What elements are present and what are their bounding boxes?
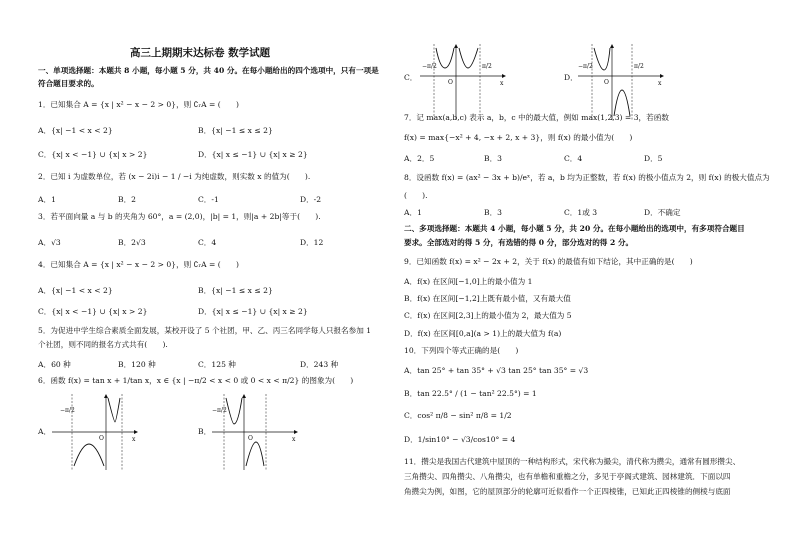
q2-option-c[interactable]: C．-1 xyxy=(198,195,219,204)
q1-option-b[interactable]: B．{x| −1 ≤ x ≤ 2} xyxy=(198,126,273,135)
q6d-neg-label: −π/2 xyxy=(578,63,593,70)
q7-option-b[interactable]: B．3 xyxy=(484,154,503,163)
q6-graph-d[interactable] xyxy=(578,44,664,120)
section2-heading-cont: 要求。全部选对的得 5 分，有选错的得 0 分，部分选对的得 2 分。 xyxy=(404,238,634,247)
q3-option-b[interactable]: B．2√3 xyxy=(118,238,146,247)
q4-option-c[interactable]: C．{x| x < −1} ∪ {x| x > 2} xyxy=(38,307,148,316)
q9-stem: 9．已知函数 f(x) = x² − 2x + 2，关于 f(x) 的最值有如下结论，其中正确的是( ) xyxy=(404,257,693,266)
q8-stem: 8．设函数 f(x) = (ax² − 3x + b)/eˣ，若 a，b 均为正整数，若 f(x) 的极小值点为 2，则 f(x) 的极大值点为 xyxy=(404,173,770,182)
q6-option-a[interactable]: A． xyxy=(38,427,52,436)
q6b-x-label: x xyxy=(292,436,296,443)
q7-stem: 7．记 max(a,b,c) 表示 a，b，c 中的最大值，例如 max(1,2,3) = 3，若函数 xyxy=(404,113,669,122)
q2-option-a[interactable]: A．1 xyxy=(38,195,56,204)
q11-line1: 11．攒尖是我国古代建筑中屋顶的一种结构形式，宋代称为撮尖，清代称为攒尖，通常有圆形攒尖、 xyxy=(404,457,741,466)
q3-option-c[interactable]: C．4 xyxy=(198,238,217,247)
q10-option-d[interactable]: D．1/sin10° − √3/cos10° = 4 xyxy=(404,435,516,444)
q6d-origin-label: O xyxy=(604,79,609,86)
q9-option-c[interactable]: C．f(x) 在区间[2,3]上的最小值为 2，最大值为 5 xyxy=(404,311,572,320)
q6a-x-label: x xyxy=(132,436,136,443)
q6d-pos-label: π/2 xyxy=(634,63,644,70)
q10-stem: 10．下列四个等式正确的是( ) xyxy=(404,346,519,355)
q10-option-b[interactable]: B．tan 22.5° / (1 − tan² 22.5°) = 1 xyxy=(404,389,537,398)
q1-stem: 1．已知集合 A = {x | x² − x − 2 > 0}，则 ∁ᵣA = ( ) xyxy=(38,100,239,109)
q4-option-b[interactable]: B．{x| −1 ≤ x ≤ 2} xyxy=(198,286,273,295)
q8-option-b[interactable]: B．3 xyxy=(484,208,503,217)
q5-option-b[interactable]: B．120 种 xyxy=(118,360,156,369)
q5-stem-cont: 个社团，则不同的报名方式共有( ). xyxy=(38,340,168,349)
q7-option-c[interactable]: C．4 xyxy=(564,154,583,163)
q3-stem: 3．若平面向量 a 与 b 的夹角为 60°，a = (2,0)，|b| = 1，则|a + 2b|等于( ). xyxy=(38,212,321,221)
q6-option-c[interactable]: C． xyxy=(404,73,418,82)
q4-option-a[interactable]: A．{x| −1 < x < 2} xyxy=(38,286,113,295)
q6-graph-a[interactable] xyxy=(52,394,138,470)
q6-option-d[interactable]: D． xyxy=(564,73,578,82)
q1-option-a[interactable]: A．{x| −1 < x < 2} xyxy=(38,126,113,135)
q6a-origin-label: O xyxy=(99,435,104,442)
q6-option-b[interactable]: B． xyxy=(198,427,212,436)
q6-stem: 6．函数 f(x) = tan x + 1/tan x，x ∈ {x | −π/2 < x < 0 或 0 < x < π/2} 的图象为( ) xyxy=(38,376,354,385)
q1-option-d[interactable]: D．{x| x ≤ −1} ∪ {x| x ≥ 2} xyxy=(198,150,308,159)
q10-option-a[interactable]: A．tan 25° + tan 35° + √3 tan 25° tan 35° = √3 xyxy=(404,366,589,375)
q6c-pos-label: π/2 xyxy=(482,63,492,70)
q3-option-d[interactable]: D．12 xyxy=(300,238,324,247)
q6c-x-label: x xyxy=(500,80,504,87)
q6d-x-label: x xyxy=(658,80,662,87)
section2-heading: 二、多项选择题：本题共 4 小题，每小题 5 分，共 20 分。在每小题给出的选项中，有多项符合题目 xyxy=(404,224,745,233)
q7-option-a[interactable]: A．2．5 xyxy=(404,154,435,163)
q8-stem-cont: ( ). xyxy=(404,191,428,200)
q2-option-d[interactable]: D．-2 xyxy=(300,195,322,204)
q11-line2: 三角攒尖、四角攒尖、八角攒尖，也有单檐和重檐之分，多见于亭阁式建筑、园林建筑．下面以四 xyxy=(404,472,731,481)
q8-option-d[interactable]: D．不确定 xyxy=(644,208,681,217)
q6b-neg-label: −π/2 xyxy=(212,407,227,414)
q6b-origin-label: O xyxy=(248,435,253,442)
q5-stem: 5．为促进中学生综合素质全面发展，某校开设了 5 个社团，甲、乙、丙三名同学每人只报名参加 1 xyxy=(38,326,372,335)
q6a-neg-label: −π/2 xyxy=(60,407,75,414)
q9-option-b[interactable]: B．f(x) 在区间[−1,2]上既有最小值，又有最大值 xyxy=(404,294,571,303)
q10-option-c[interactable]: C．cos² π/8 − sin² π/8 = 1/2 xyxy=(404,411,512,420)
q6-graph-b[interactable] xyxy=(212,394,298,470)
q2-stem: 2．已知 i 为虚数单位，若 (x − 2i)i − 1 / −i 为纯虚数，则实数 x 的值为( ). xyxy=(38,172,311,181)
q6-graph-c[interactable] xyxy=(420,44,506,120)
q5-option-d[interactable]: D．243 种 xyxy=(300,360,339,369)
q3-option-a[interactable]: A．√3 xyxy=(38,238,61,247)
q4-stem: 4．已知集合 A = {x | x² − x − 2 > 0}，则 ∁ᵣA = ( ) xyxy=(38,260,239,269)
q9-option-d[interactable]: D．f(x) 在区间[0,a](a > 1)上的最大值为 f(a) xyxy=(404,329,562,338)
q11-line3: 角攒尖为例，如图，它的屋顶部分的轮廓可近似看作一个正四棱锥，已知此正四棱锥的侧棱与底面 xyxy=(404,487,731,496)
q7-stem-cont: f(x) = max{−x² + 4, −x + 2, x + 3}，则 f(x) 的最小值为( ) xyxy=(404,133,633,142)
q4-option-d[interactable]: D．{x| x ≤ −1} ∪ {x| x ≥ 2} xyxy=(198,307,308,316)
q8-option-c[interactable]: C．1或 3 xyxy=(564,208,598,217)
q6c-neg-label: −π/2 xyxy=(422,63,437,70)
section1-heading-cont: 符合题目要求的。 xyxy=(38,79,99,88)
q8-option-a[interactable]: A．1 xyxy=(404,208,422,217)
q9-option-a[interactable]: A．f(x) 在区间[−1,0]上的最小值为 1 xyxy=(404,277,533,286)
q7-option-d[interactable]: D．5 xyxy=(644,154,663,163)
q5-option-a[interactable]: A．60 种 xyxy=(38,360,71,369)
q5-option-c[interactable]: C．125 种 xyxy=(198,360,236,369)
section1-heading: 一、单项选择题：本题共 8 小题，每小题 5 分，共 40 分。在每小题给出的四个选项中，只有一项是 xyxy=(38,66,379,75)
q2-option-b[interactable]: B．2 xyxy=(118,195,137,204)
q6c-origin-label: O xyxy=(448,79,453,86)
q1-option-c[interactable]: C．{x| x < −1} ∪ {x| x > 2} xyxy=(38,150,148,159)
page-title: 高三上期期末达标卷 数学试题 xyxy=(130,47,271,59)
